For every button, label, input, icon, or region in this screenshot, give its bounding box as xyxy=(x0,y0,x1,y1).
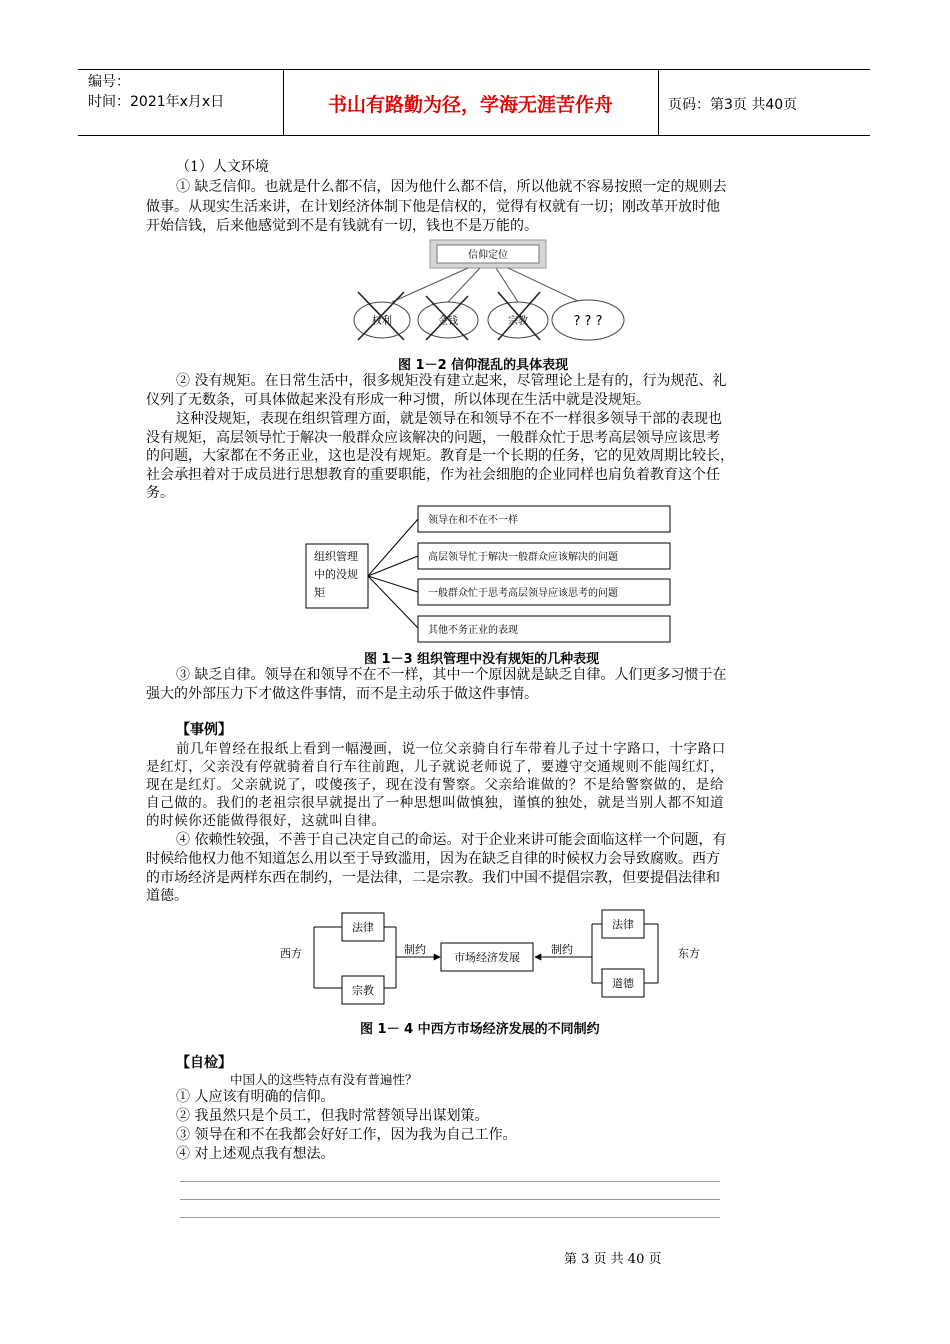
root-label-line: 中的没规 xyxy=(314,568,358,581)
box-label: 法律 xyxy=(612,918,634,931)
ellipse-label: 宗教 xyxy=(508,316,528,327)
section-title: （1）人文环境 xyxy=(176,159,269,175)
figure-caption: 图 1－ 4 中西方市场经济发展的不同制约 xyxy=(360,1022,600,1037)
answer-line[interactable] xyxy=(180,1217,720,1218)
item-label: 其他不务正业的表现 xyxy=(428,625,518,636)
market-constraint-diagram xyxy=(270,905,710,1015)
paragraph-line: ② 没有规矩。在日常生活中，很多规矩没有建立起来，尽管理论上是有的，行为规范、礼 xyxy=(176,373,727,389)
paragraph-line: ① 缺乏信仰。也就是什么都不信，因为他什么都不信，所以他就不容易按照一定的规则去 xyxy=(176,179,727,195)
selfcheck-item: ④ 对上述观点我有想法。 xyxy=(176,1146,335,1162)
belief-top-label: 信仰定位 xyxy=(468,250,508,261)
root-label-line: 组织管理 xyxy=(314,550,358,563)
connector-line xyxy=(448,268,480,302)
selfcheck-item: ③ 领导在和不在我都会好好工作，因为我为自己工作。 xyxy=(176,1127,517,1143)
ellipse-label: 金钱 xyxy=(438,316,458,327)
paragraph-line: 务。 xyxy=(146,485,174,501)
paragraph-line: 的市场经济是两样东西在制约，一是法律，二是宗教。我们中国不提倡宗教，但要提倡法律和 xyxy=(146,870,720,886)
selfcheck-item: ① 人应该有明确的信仰。 xyxy=(176,1089,335,1105)
header-divider-right xyxy=(658,70,659,135)
connector-line xyxy=(392,268,468,302)
selfcheck-question: 中国人的这些特点有没有普遍性？ xyxy=(230,1072,418,1087)
east-label: 东方 xyxy=(678,947,700,960)
root-label-line: 矩 xyxy=(314,586,325,599)
paragraph-line: 没有规矩，高层领导忙于解决一般群众应该解决的问题，一般群众忙于思考高层领导应该思考 xyxy=(146,430,720,446)
west-label: 西方 xyxy=(280,947,302,960)
paragraph-line: 仪列了无数条，可具体做起来没有形成一种习惯，所以体现在生活中就是没规矩。 xyxy=(146,392,650,408)
header-motto: 书山有路勤为径，学海无涯苦作舟 xyxy=(327,94,613,116)
paragraph-line: 现在是红灯。父亲就说了，哎傻孩子，现在没有警察。父亲给谁做的？不是给警察做的，是给 xyxy=(146,777,725,793)
constraint-label: 制约 xyxy=(551,943,573,956)
answer-line[interactable] xyxy=(180,1181,720,1182)
item-label: 一般群众忙于思考高层领导应该思考的问题 xyxy=(428,588,618,599)
paragraph-line: ③ 缺乏自律。领导在和领导不在不一样，其中一个原因就是缺乏自律。人们更多习惯于在 xyxy=(176,667,727,683)
selfcheck-item: ② 我虽然只是个员工，但我时常替领导出谋划策。 xyxy=(176,1108,489,1124)
connector-line xyxy=(368,556,418,576)
case-heading: 【事例】 xyxy=(176,722,232,738)
connector-line xyxy=(508,268,580,302)
paragraph-line: 强大的外部压力下才做这件事情，而不是主动乐于做这件事情。 xyxy=(146,686,538,702)
item-label: 领导在和不在不一样 xyxy=(428,515,518,526)
box-label: 法律 xyxy=(352,921,374,934)
connector-line xyxy=(496,268,518,302)
paragraph-line: 做事。从现实生活来讲，在计划经济体制下他是信权的，觉得有权就有一切；刚改革开放时他 xyxy=(146,199,720,215)
figure-caption: 图 1－2 信仰混乱的具体表现 xyxy=(398,358,569,373)
item-label: 高层领导忙于解决一般群众应该解决的问题 xyxy=(428,552,618,563)
paragraph-line: 前几年曾经在报纸上看到一幅漫画，说一位父亲骑自行车带着儿子过十字路口，十字路口 xyxy=(176,741,726,757)
answer-line[interactable] xyxy=(180,1199,720,1200)
connector-line xyxy=(368,519,418,576)
serial-label: 编号： xyxy=(88,74,130,90)
selfcheck-heading: 【自检】 xyxy=(176,1055,232,1071)
figure-caption: 图 1－3 组织管理中没有规矩的几种表现 xyxy=(364,652,600,667)
constraint-label: 制约 xyxy=(404,943,426,956)
paragraph-line: 社会承担着对于成员进行思想教育的重要职能，作为社会细胞的企业同样也肩负着教育这个任 xyxy=(146,467,720,483)
header-bottom-rule xyxy=(78,135,870,136)
paragraph-line: 道德。 xyxy=(146,888,188,904)
box-label: 道德 xyxy=(612,977,634,990)
ellipse-label: 权利 xyxy=(372,316,392,327)
belief-diagram xyxy=(340,236,640,346)
paragraph-line: 开始信钱，后来他感觉到不是有钱就有一切，钱也不是万能的。 xyxy=(146,218,538,234)
paragraph-line: 的问题，大家都在不务正业，这也是没有规矩。教育是一个长期的任务，它的见效周期比较长， xyxy=(146,448,734,464)
no-rules-diagram xyxy=(300,504,680,646)
paragraph-line: 是红灯，父亲没有停就骑着自行车往前跑，儿子就说老师说了，要遵守交通规则不能闯红灯， xyxy=(146,759,725,775)
header-page-info: 页码：第3页 共40页 xyxy=(668,97,798,113)
header-top-rule xyxy=(78,69,870,70)
date-label: 时间：2021年x月x日 xyxy=(88,94,225,110)
box-label: 宗教 xyxy=(352,984,374,997)
center-label: 市场经济发展 xyxy=(454,951,520,964)
ellipse-label: ? ? ? xyxy=(573,314,603,329)
paragraph-line: ④ 依赖性较强，不善于自己决定自己的命运。对于企业来讲可能会面临这样一个问题，有 xyxy=(176,832,727,848)
header-meta xyxy=(88,72,224,112)
paragraph-line: 自己做的。我们的老祖宗很早就提出了一种思想叫做慎独，谨慎的独处，就是当别人都不知道 xyxy=(146,795,725,811)
page-footer: 第 3 页 共 40 页 xyxy=(564,1252,662,1267)
paragraph-line: 这种没规矩，表现在组织管理方面，就是领导在和领导不在不一样很多领导干部的表现也 xyxy=(176,411,722,427)
paragraph-line: 的时候你还能做得很好，这就叫自律。 xyxy=(146,813,386,829)
paragraph-line: 时候给他权力他不知道怎么用以至于导致滥用，因为在缺乏自律的时候权力会导致腐败。西方 xyxy=(146,851,720,867)
